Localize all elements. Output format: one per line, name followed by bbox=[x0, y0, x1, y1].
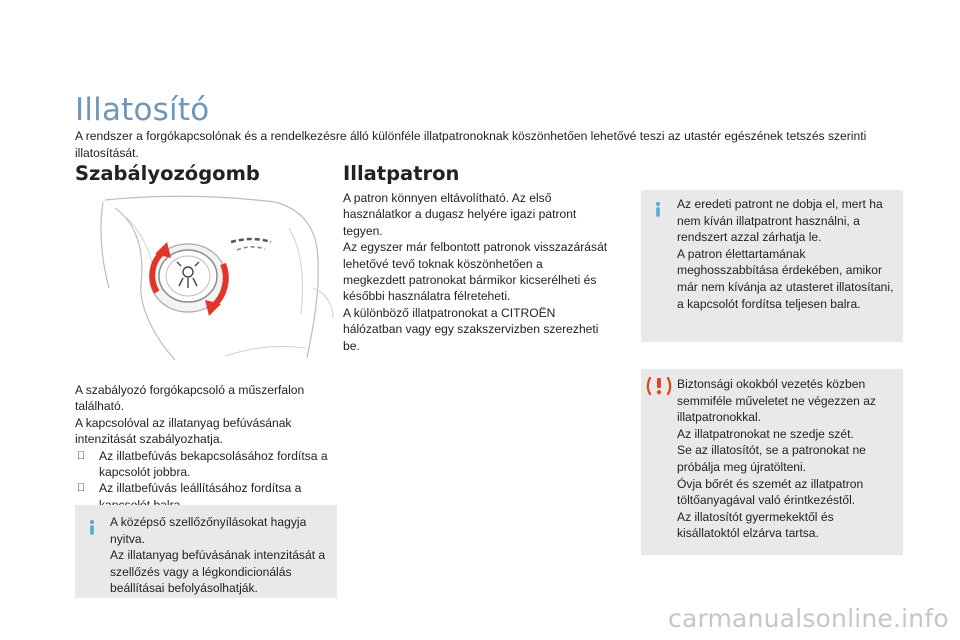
note-line: Az illatpatronokat ne szedje szét. bbox=[677, 426, 854, 441]
list-item bbox=[75, 448, 340, 481]
watermark: carmanualsonline.info bbox=[668, 604, 949, 633]
note-line: Biztonsági okokból vezetés közben semmiféle műveletet ne végezzen az illatpatronokkal. bbox=[677, 377, 876, 425]
note-text bbox=[110, 514, 330, 597]
info-note-cartridge bbox=[641, 190, 903, 342]
note-text bbox=[677, 196, 899, 312]
intro-text: A rendszer a forgókapcsolónak és a rendelkezésre álló különféle illatpatronoknak köszönhetően lehetővé teszi az utastér egészének tetszés szerinti illatosítását. bbox=[75, 129, 867, 160]
info-note-vents bbox=[75, 505, 337, 598]
note-text bbox=[677, 376, 899, 542]
section-heading-cartridge: Illatpatron bbox=[343, 162, 460, 185]
info-icon bbox=[83, 518, 101, 536]
bullet-mark bbox=[75, 448, 99, 481]
paragraph: A kapcsolóval az illatanyag befúvásának intenzitását szabályozhatja. bbox=[75, 415, 292, 447]
bullet-text: Az illatbefúvás bekapcsolásához fordítsa a kapcsolót jobbra. bbox=[99, 448, 328, 480]
note-line: Az illatosítót gyermekektől és kisállatoktól elzárva tartsa. bbox=[677, 509, 834, 541]
bullet-text: Az illatbefúvás leállításához fordítsa a bbox=[99, 481, 302, 496]
info-icon bbox=[649, 200, 667, 218]
regulator-description bbox=[75, 382, 340, 513]
note-line: Óvja bőrét és szemét az illatpatron töltőanyagával való érintkezéstől. bbox=[677, 476, 864, 508]
warning-note-safety bbox=[641, 369, 903, 555]
note-line: A patron élettartamának meghosszabbítása érdekében, amikor már nem kívánja az utasteret illatosítani, a kapcsolót fordítsa teljesen balra. bbox=[677, 246, 894, 311]
cartridge-description bbox=[343, 190, 608, 354]
paragraph: A patron könnyen eltávolítható. Az első használatkor a dugasz helyére igazi patront tegyen. bbox=[343, 191, 577, 238]
page-title: Illatosító bbox=[75, 92, 210, 128]
note-line: A középső szellőzőnyílásokat hagyja nyitva. bbox=[110, 515, 307, 546]
note-line: Az eredeti patront ne dobja el, mert ha nem kíván illatpatront használni, a rendszert azzal zárhatja le. bbox=[677, 197, 883, 245]
note-line: Se az illatosítót, se a patronokat ne próbálja meg újratölteni. bbox=[677, 443, 866, 474]
paragraph: A különböző illatpatronokat a CITROËN hálózatban vagy egy szakszervizben szerezheti be. bbox=[343, 305, 599, 353]
regulator-dial-illustration bbox=[75, 188, 337, 368]
paragraph: A szabályozó forgókapcsoló a műszerfalon található. bbox=[75, 383, 305, 414]
section-heading-regulator: Szabályozógomb bbox=[75, 162, 260, 185]
note-line: Az illatanyag befúvásának intenzitását a szellőzés vagy a légkondicionálás beállításai befolyásolhatják. bbox=[110, 548, 326, 596]
paragraph: Az egyszer már felbontott patronok visszazárását lehetővé tevő toknak köszönhetően a megkezdett patronokat bármikor kicserélheti és későbbi használatra félreteheti. bbox=[343, 240, 608, 304]
warning-icon bbox=[646, 375, 672, 397]
